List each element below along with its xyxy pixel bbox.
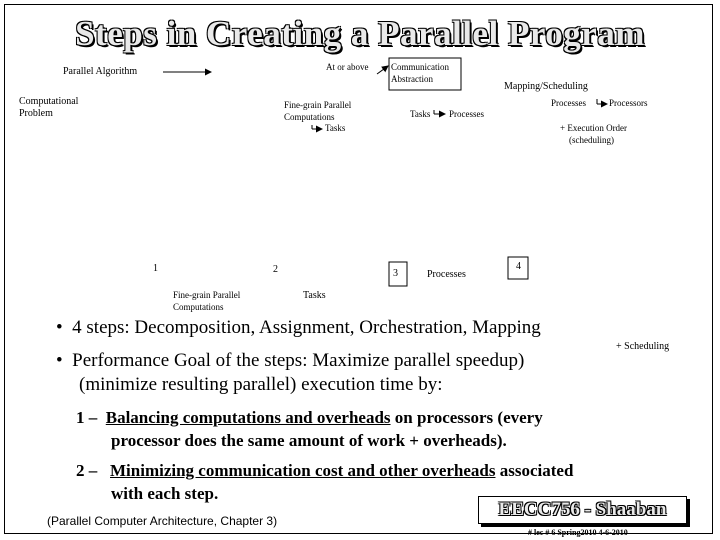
step-3-number: 3 — [393, 268, 398, 279]
course-badge: EECC756 - Shaaban — [478, 496, 687, 524]
processes-map-label: Processes — [551, 98, 586, 108]
arrow-tasks-label: Tasks — [325, 123, 346, 133]
computational-problem-label: Computational Problem — [19, 96, 79, 119]
at-or-above-arrow — [377, 66, 388, 74]
plus-scheduling-label: + Scheduling — [616, 341, 670, 352]
bullet-dot: • — [56, 317, 73, 338]
step-3-box — [389, 262, 407, 286]
bottom-fine-grain-label: Fine-grain Parallel Computations — [173, 290, 241, 312]
step-1-number: 1 — [153, 263, 158, 274]
communication-abstraction-label: Communication Abstraction — [391, 62, 449, 84]
step-1-line-2: processor does the same amount of work + overheads). — [111, 431, 507, 450]
at-or-above-label: At or above — [326, 62, 369, 72]
step-2-number: 2 — [273, 264, 278, 275]
bottom-processes-label: Processes — [427, 269, 466, 280]
bullet-2-line-2: (minimize resulting parallel) execution time by: — [79, 374, 443, 395]
slide-title: Steps in Creating a Parallel Program — [75, 14, 645, 53]
mapping-scheduling-label: Mapping/Scheduling — [504, 81, 588, 92]
step-4-number: 4 — [516, 261, 521, 272]
processors-label: Processors — [609, 98, 648, 108]
reference-text: (Parallel Computer Architecture, Chapter 3) — [47, 514, 278, 528]
tasks-label: Tasks — [410, 109, 431, 119]
processes-label: Processes — [449, 109, 484, 119]
parallel-algorithm-label: Parallel Algorithm — [63, 66, 138, 77]
slide-info: # lec # 6 Spring2010 4-6-2010 — [528, 528, 628, 537]
bullet-2: • Performance Goal of the steps: Maximize parallel speedup) — [56, 350, 525, 371]
bullet-1: • 4 steps: Decomposition, Assignment, Orchestration, Mapping — [56, 317, 541, 338]
fine-grain-parallel-label: Fine-grain Parallel Computations — [284, 100, 352, 122]
execution-order-label: + Execution Order (scheduling) — [560, 123, 628, 145]
step-2-item: 2 – Minimizing communication cost and other overheads associated — [76, 461, 574, 480]
step-2-line-2: with each step. — [111, 484, 219, 503]
bullet-dot: • — [56, 350, 73, 371]
bottom-tasks-label: Tasks — [303, 290, 326, 301]
step-1-item: 1 – Balancing computations and overheads on processors (every — [76, 408, 543, 427]
